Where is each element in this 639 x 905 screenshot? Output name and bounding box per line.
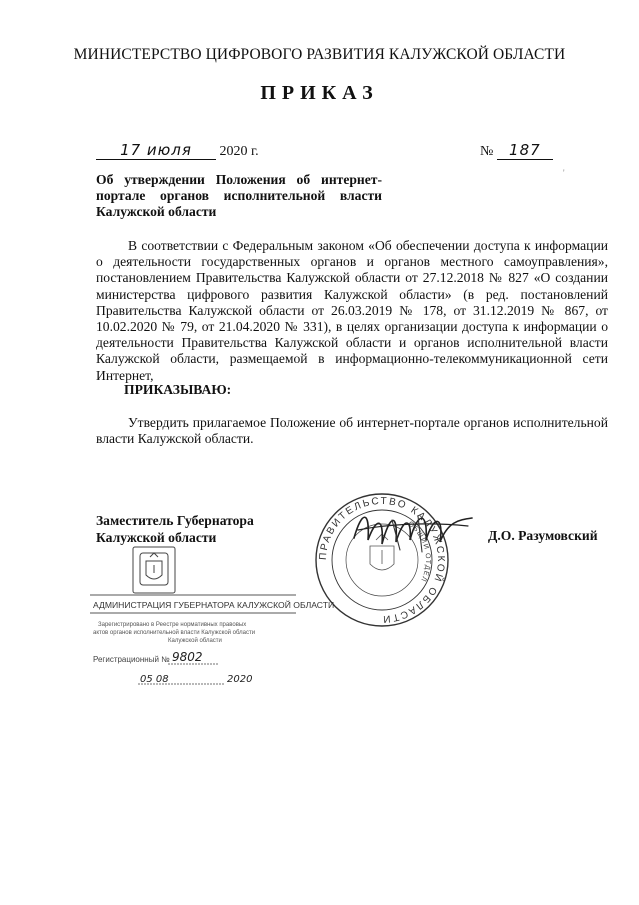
- reg-year: 2020: [227, 674, 253, 685]
- position-line-1: Заместитель Губернатора: [96, 513, 254, 528]
- preamble-paragraph: В соответствии с Федеральным законом «Об обеспечении доступа к информации о деятельности государственных органов и органов местного самоуправления», постановлением Правительства Калужской области от 27.12.2018 № 827 «О создании министерства цифрового развития Калужской области» (в ред. постановлений Правительства Калужской области от 26.03.2019 № 178, от 31.12.2019 № 867, от 10.02.2020 № 79, от 21.04.2020 № 331), в целях организации доступа к информации о деятельности Правительства Калужской области и органов исполнительной власти Калужской области, размещаемой в информационно-телекоммуникационной сети Интернет,: [96, 238, 608, 383]
- date-line: [96, 141, 259, 160]
- reg-date: 05 08: [140, 674, 169, 685]
- stamp-title: АДМИНИСТРАЦИЯ ГУБЕРНАТОРА КАЛУЖСКОЙ ОБЛАСТИ: [93, 600, 335, 610]
- handwritten-number: 187: [497, 141, 553, 160]
- coat-of-arms-icon: [133, 547, 175, 593]
- number-label: №: [480, 144, 494, 159]
- signatory-name: Д.О. Разумовский: [488, 528, 598, 543]
- handwritten-signature-icon: [348, 500, 478, 560]
- stamp-line-2: актов органов исполнительной власти Калужской области: [93, 630, 256, 636]
- document-title: ПРИКАЗ: [260, 82, 379, 104]
- reg-number: 9802: [172, 650, 203, 664]
- ministry-header: МИНИСТЕРСТВО ЦИФРОВОГО РАЗВИТИЯ КАЛУЖСКОЙ ОБЛАСТИ: [73, 46, 566, 63]
- seal-ring-text: ПРАВИТЕЛЬСТВО КАЛУЖСКОЙ ОБЛАСТИ: [317, 495, 447, 625]
- stray-mark: ': [563, 168, 565, 178]
- position-line-2: Калужской области: [96, 530, 217, 545]
- handwritten-date: 17 июля: [96, 141, 216, 160]
- order-paragraph: Утвердить прилагаемое Положение об интернет-портале органов исполнительной власти Калужской области.: [96, 415, 608, 447]
- number-line: [480, 141, 553, 160]
- stamp-line-3: Калужской области: [168, 638, 222, 644]
- signatory-position: [96, 512, 254, 546]
- document-subject: Об утверждении Положения об интернет-портале органов исполнительной власти Калужской области: [96, 172, 382, 219]
- seal-inner-text: ОБЩИЙ ОТДЕЛ: [406, 520, 432, 583]
- year-label: 2020 г.: [219, 144, 259, 159]
- registration-stamp: [90, 545, 335, 695]
- stamp-line-1: Зарегистрировано в Реестре нормативных правовых: [98, 622, 247, 628]
- reg-number-label: Регистрационный №: [93, 655, 170, 664]
- order-word: ПРИКАЗЫВАЮ:: [124, 382, 232, 397]
